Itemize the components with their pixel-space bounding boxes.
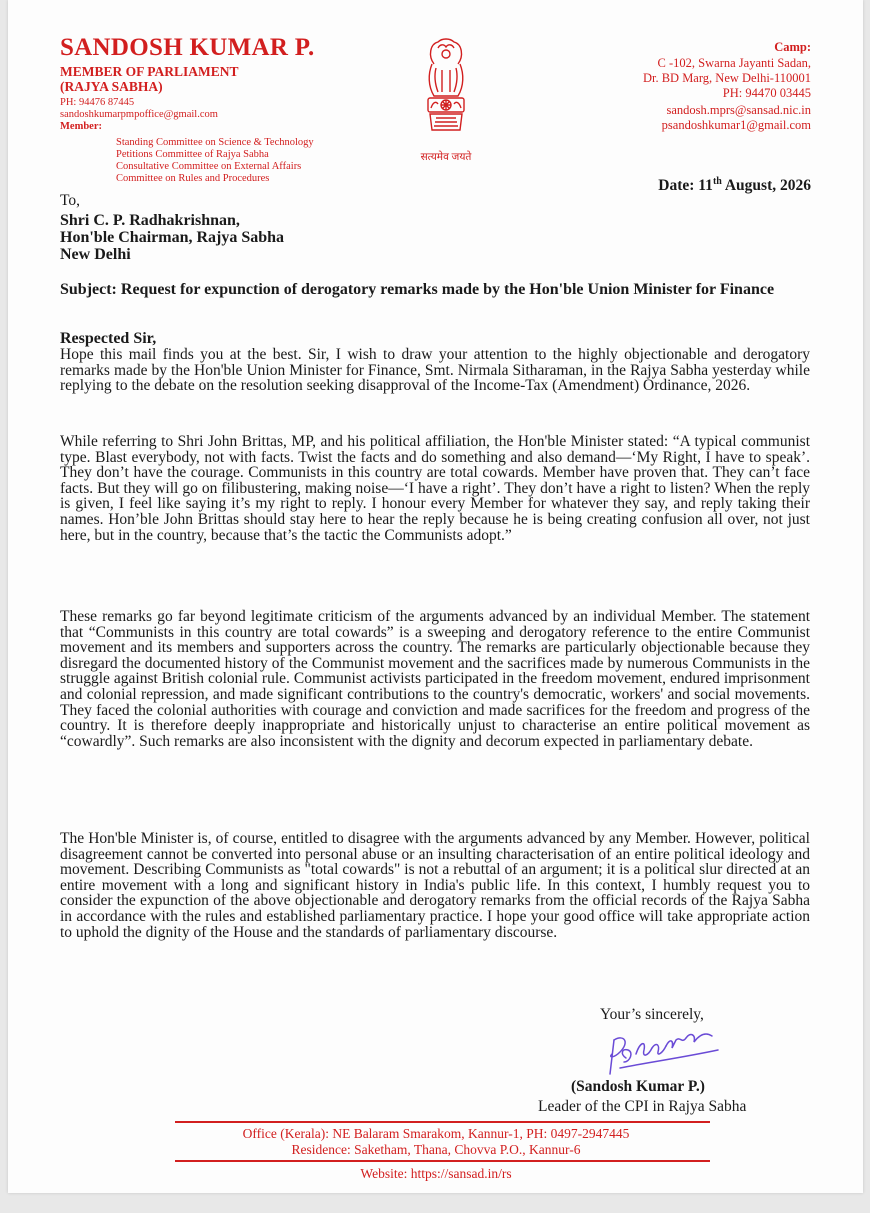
to-label: To, <box>60 192 81 209</box>
mp-title: MEMBER OF PARLIAMENT <box>60 64 239 79</box>
footer-website: Website: https://sansad.in/rs <box>360 1166 512 1181</box>
footer-office: Office (Kerala): NE Balaram Smarakom, Kannur-1, PH: 0497-2947445 <box>242 1126 630 1141</box>
committee-item: Committee on Rules and Procedures <box>116 173 270 184</box>
mp-phone: PH: 94476 87445 <box>60 97 135 108</box>
footer-rule-bottom <box>175 1160 710 1162</box>
body-paragraph: These remarks go far beyond legitimate criticism of the arguments advanced by an individual Member. The statement that “Communists in this country are total cowards” is a sweeping and derogatory reference to the entire Communist movement and its members and supporters across the country. The remarks are particularly objectionable because they disregard the documented history of the Communist movement and the sacrifices made by numerous Communists in the struggle against British colonial rule. Communist activists participated in the freedom movement, endured imprisonment and colonial repression, and made significant contributions to the country's democratic, workers' and social movements. They faced the colonial authorities with courage and conviction and made sacrifices for the freedom and progress of the country. It is therefore deeply inappropriate and historically unjust to characterise an entire political movement as “cowardly”. Such remarks are also inconsistent with the dignity and decorum expected in parliamentary debate. <box>60 608 810 750</box>
signatory-name: (Sandosh Kumar P.) <box>571 1078 705 1095</box>
letter-page <box>8 0 863 1193</box>
recipient-name: Shri C. P. Radhakrishnan, <box>60 212 240 229</box>
committee-item: Petitions Committee of Rajya Sabha <box>116 149 269 160</box>
mp-house: (RAJYA SABHA) <box>60 79 163 94</box>
camp-phone: PH: 94470 03445 <box>722 86 811 100</box>
body-paragraph: Hope this mail finds you at the best. Sir, I wish to draw your attention to the highly objectionable and derogatory remarks made by the Hon'ble Union Minister for Finance, Smt. Nirmala Sitharaman, in the Rajya Sabha yesterday while replying to the debate on the resolution seeking disapproval of the Income-Tax (Amendment) Ordinance, 2026. <box>60 346 810 395</box>
salutation: Respected Sir, <box>60 330 157 347</box>
camp-address-line: C -102, Swarna Jayanti Sadan, <box>657 56 811 70</box>
camp-label: Camp: <box>774 40 811 54</box>
camp-email-official: sandosh.mprs@sansad.nic.in <box>666 103 811 117</box>
mp-name: SANDOSH KUMAR P. <box>60 34 315 61</box>
national-emblem-icon <box>420 34 472 144</box>
signatory-role: Leader of the CPI in Rajya Sabha <box>538 1098 747 1115</box>
subject-line: Subject: Request for expunction of derogatory remarks made by the Hon'ble Union Minister for Finance <box>60 281 775 298</box>
camp-email-personal: psandoshkumar1@gmail.com <box>661 118 811 132</box>
camp-address-line: Dr. BD Marg, New Delhi-110001 <box>642 71 811 85</box>
closing: Your’s sincerely, <box>600 1006 704 1023</box>
footer-rule-top <box>175 1121 710 1123</box>
body-paragraph: While referring to Shri John Brittas, MP, and his political affiliation, the Hon'ble Minister stated: “A typical communist type. Blast everybody, not with facts. Twist the facts and do something and also demand—‘My Right, I have to speak’. They don’t have the courage. Communists in this country are total cowards. Member have proven that. They can’t face facts. But they will go on filibustering, making noise—‘I have a right’. They don’t have a right to listen? When the reply is given, I feel like saying it’s my right to reply. I honour every Member for whatever they say, and reply taking their names. Hon’ble John Brittas should stay here to hear the reply because he is being creating confusion all over, not just here, but in the country, because that’s the tactic the Communists adopt.” <box>60 433 810 544</box>
letter-date: Date: 11th August, 2026 <box>658 176 811 195</box>
footer-residence: Residence: Saketham, Thana, Chovva P.O., Kannur-6 <box>291 1142 581 1157</box>
body-paragraph: The Hon'ble Minister is, of course, entitled to disagree with the arguments advanced by any Member. However, political disagreement cannot be converted into personal abuse or an insulting characterisation of an entire political ideology and movement. Describing Communists as "total cowards" is not a rebuttal of an argument; it is a political slur directed at an entire movement with a long and significant history in India's public life. In this context, I humbly request you to consider the expunction of the above objectionable and derogatory remarks from the official records of the Rajya Sabha in accordance with the rules and established parliamentary practice. I hope your good office will take appropriate action to uphold the dignity of the House and the standards of parliamentary discourse. <box>60 830 810 941</box>
committee-item: Standing Committee on Science & Technology <box>116 137 314 148</box>
recipient-title: Hon'ble Chairman, Rajya Sabha <box>60 229 285 246</box>
committee-item: Consultative Committee on External Affairs <box>116 161 302 172</box>
signature-image <box>600 1028 730 1078</box>
emblem-motto: सत्यमेव जयते <box>420 152 472 163</box>
mp-email: sandoshkumarpmpoffice@gmail.com <box>60 109 218 120</box>
recipient-city: New Delhi <box>60 246 131 263</box>
member-label: Member: <box>60 121 102 132</box>
